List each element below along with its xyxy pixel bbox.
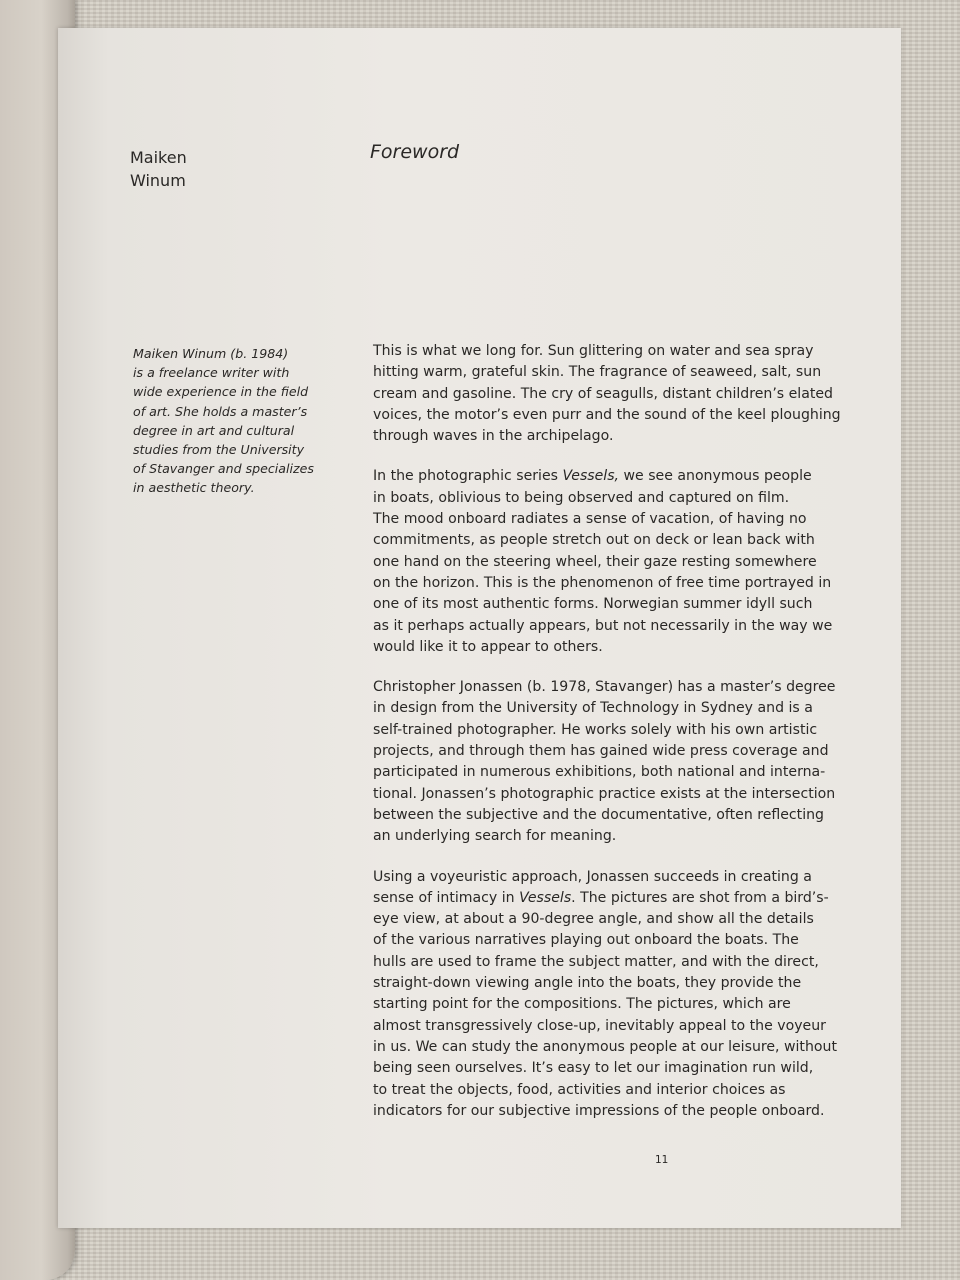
text-line: straight-down viewing angle into the boats, they provide the <box>373 975 802 992</box>
paragraph-3 <box>373 677 843 847</box>
text-line: hitting warm, grateful skin. The fragrance of seaweed, salt, sun <box>373 364 822 381</box>
bio-line: in aesthetic theory. <box>133 480 255 496</box>
book-page <box>58 28 901 1228</box>
text-line: starting point for the compositions. The pictures, which are <box>373 996 791 1013</box>
paragraph-2 <box>373 466 843 658</box>
italic-title: Vessels <box>519 889 572 906</box>
text-line: Using a voyeuristic approach, Jonassen succeeds in creating a <box>373 868 812 885</box>
bio-line: is a freelance writer with <box>133 365 290 381</box>
text-line: of the various narratives playing out onboard the boats. The <box>373 932 799 949</box>
text-line: in us. We can study the anonymous people at our leisure, without <box>373 1038 837 1055</box>
text-line <box>373 888 843 909</box>
paragraph-4 <box>373 867 843 1123</box>
text-line: being seen ourselves. It’s easy to let our imagination run wild, <box>373 1060 814 1077</box>
text-line: to treat the objects, food, activities and interior choices as <box>373 1081 786 1098</box>
foreword-body <box>373 341 843 1141</box>
bio-line: Maiken Winum (b. 1984) <box>133 346 289 361</box>
bio-line: of art. She holds a master’s <box>133 403 308 419</box>
text-line: Christopher Jonassen (b. 1978, Stavanger) has a master’s degree <box>373 679 836 696</box>
text-line: The mood onboard radiates a sense of vacation, of having no <box>373 511 807 528</box>
bio-line: studies from the University <box>133 442 305 458</box>
text-line: eye view, at about a 90-degree angle, and show all the details <box>373 911 814 928</box>
text-line: indicators for our subjective impressions of the people onboard. <box>373 1102 825 1119</box>
text-line: in boats, oblivious to being observed and captured on film. <box>373 489 790 506</box>
text-line: voices, the motor’s even purr and the sound of the keel ploughing <box>373 406 841 423</box>
page-number: 11 <box>655 1154 669 1166</box>
author-name: Maiken Winum <box>130 148 187 190</box>
text-line: This is what we long for. Sun glittering on water and sea spray <box>373 343 814 359</box>
bio-line: wide experience in the field <box>133 384 309 400</box>
text-line: between the subjective and the documentative, often reflecting <box>373 806 825 823</box>
text-line: in design from the University of Technology in Sydney and is a <box>373 700 813 717</box>
author-bio <box>133 344 333 498</box>
text-line <box>373 466 843 487</box>
text-line: would like it to appear to others. <box>373 638 603 655</box>
text-line: participated in numerous exhibitions, both national and interna- <box>373 764 826 781</box>
page-title: Foreword <box>370 141 460 163</box>
text-line: an underlying search for meaning. <box>373 828 617 845</box>
bio-line: degree in art and cultural <box>133 422 295 438</box>
text-segment: . The pictures are shot from a bird’s- <box>571 889 829 906</box>
italic-title: Vessels, <box>562 468 620 485</box>
text-line: hulls are used to frame the subject matter, and with the direct, <box>373 953 819 970</box>
text-line: as it perhaps actually appears, but not necessarily in the way we <box>373 617 833 634</box>
text-line: almost transgressively close-up, inevitably appeal to the voyeur <box>373 1017 826 1034</box>
text-line: cream and gasoline. The cry of seagulls, distant children’s elated <box>373 385 833 402</box>
text-segment: In the photographic series <box>373 468 563 485</box>
text-line: one of its most authentic forms. Norwegian summer idyll such <box>373 596 813 613</box>
text-line: on the horizon. This is the phenomenon of free time portrayed in <box>373 574 832 591</box>
text-line: one hand on the steering wheel, their gaze resting somewhere <box>373 553 817 570</box>
text-line: through waves in the archipelago. <box>373 428 614 445</box>
text-line: commitments, as people stretch out on deck or lean back with <box>373 532 815 549</box>
text-segment: sense of intimacy in <box>373 889 520 906</box>
text-segment: we see anonymous people <box>619 468 812 485</box>
text-line: tional. Jonassen’s photographic practice exists at the intersection <box>373 785 836 802</box>
bio-line: of Stavanger and specializes <box>133 461 314 477</box>
text-line: projects, and through them has gained wide press coverage and <box>373 743 829 760</box>
text-line: self-trained photographer. He works solely with his own artistic <box>373 721 818 738</box>
paragraph-1 <box>373 341 843 447</box>
